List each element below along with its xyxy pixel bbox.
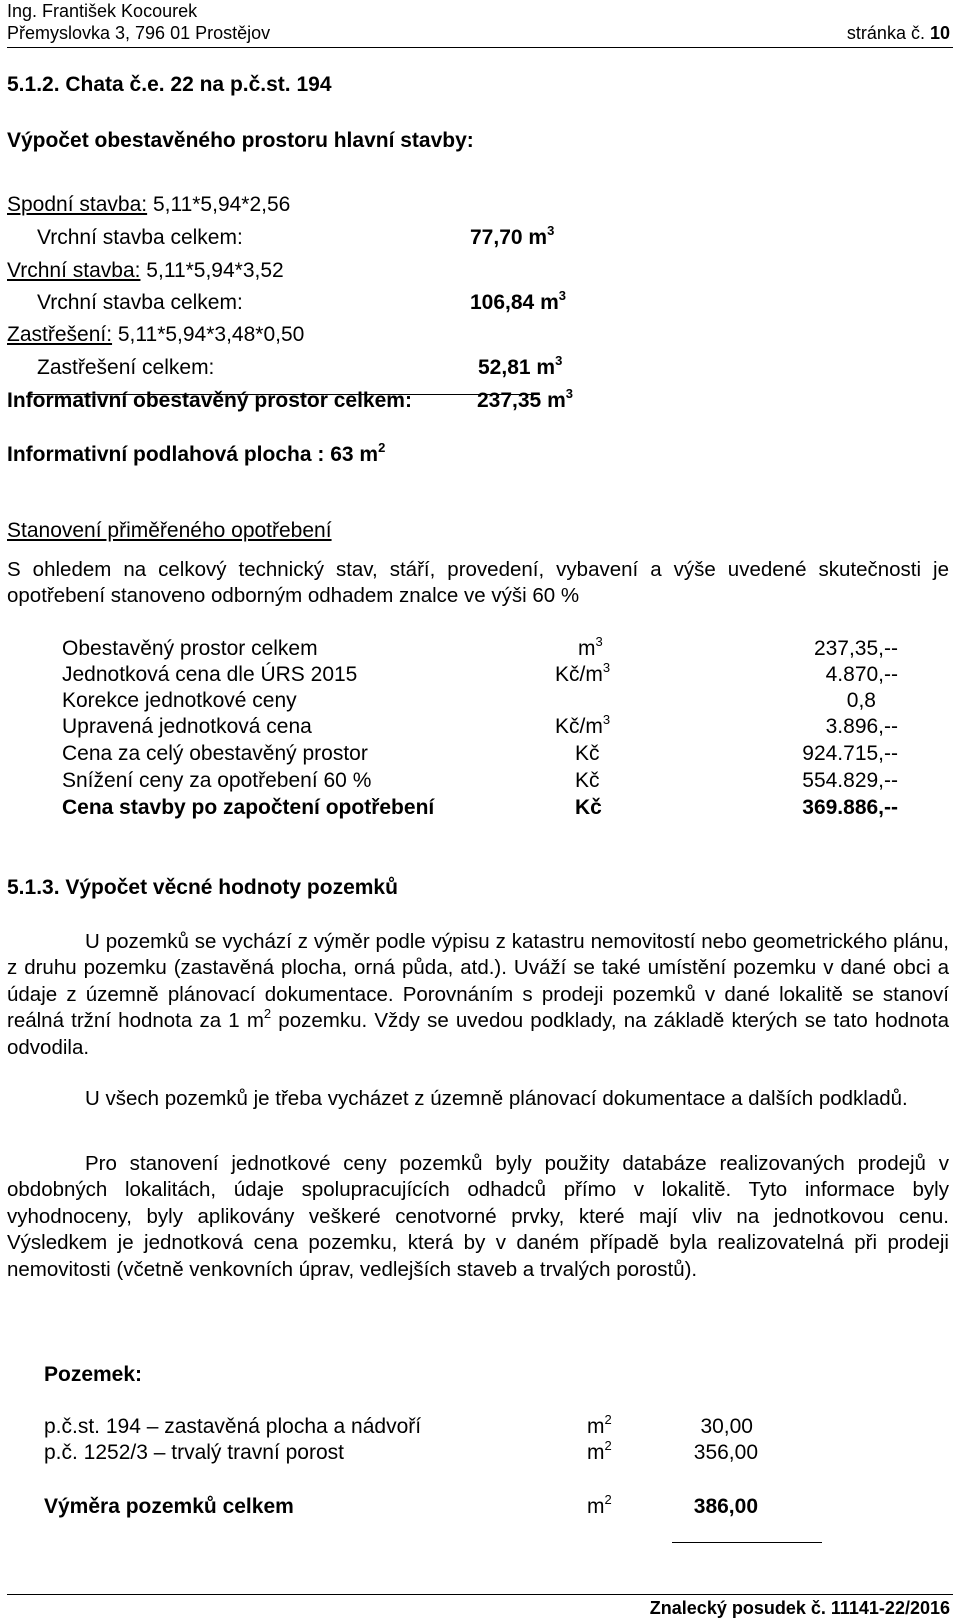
footer-text: Znalecký posudek č. 11141-22/2016: [649, 1598, 950, 1618]
price-value: 4.870,--: [825, 663, 898, 686]
price-value: 924.715,--: [802, 742, 898, 765]
price-label-total: Cena stavby po započtení opotřebení: [62, 796, 435, 819]
price-label: Obestavěný prostor celkem: [62, 637, 318, 660]
land-row-value: 30,00: [700, 1415, 753, 1438]
price-label: Upravená jednotková cena: [62, 715, 312, 738]
land-row-unit: $m^2$: [587, 1438, 612, 1464]
paragraph-1: U pozemků se vychází z výměr podle výpisu z katastru nemovitostí nebo geometrického plánu, z druhu pozemku (zastavěná plocha, orná půda, atd.). Uváží se také umístění pozemku v dané obci a údaje z územně plánovací dokumentace. Porovnáním s prodeji pozemků v dané lokalitě se stanoví reálná tržní hodnota za 1 $m^2$ pozemku. Vždy se uvedou podklady, na základě kterých se tato hodnota odvodila.: [7, 930, 949, 1059]
price-label: Korekce jednotkové ceny: [62, 689, 297, 712]
section-512-title: 5.1.2. Chata č.e. 22 na p.č.st. 194: [7, 73, 332, 96]
calc-total-value: 77,70 $m^3$: [470, 223, 555, 249]
price-unit: Kč: [575, 769, 600, 792]
paragraph-3: Pro stanovení jednotkové ceny pozemků byly použity databáze realizovaných prodejů v obdobných lokalitách, údaje spolupracujících odhadců přímo v lokalitě. Tyto informace byly vyhodnoceny, byly aplikovány veškeré cenotvorné prvky, které mají vliv na jednotkovou cenu. Výsledkem je jednotková cena pozemku, která by v daném případě byla realizovatelná při prodeji nemovitosti (včetně venkovních úprav, vedlejších staveb a trvalých porostů).: [7, 1152, 949, 1281]
calc-total-value: 106,84 $m^3$: [470, 288, 566, 314]
volume-sum-value: 237,35 $m^3$: [477, 386, 573, 412]
price-unit: Kč: [575, 742, 600, 765]
calc-row-roof: Zastřešení: 5,11*5,94*3,48*0,50: [7, 323, 305, 346]
land-total-rule: [672, 1542, 822, 1543]
wear-title: Stanovení přiměřeného opotřebení: [7, 519, 332, 542]
calc-total-value: 52,81 $m^3$: [478, 353, 563, 379]
calc-total-label: Zastřešení celkem:: [37, 356, 215, 379]
author-address: Přemyslovka 3, 796 01 Prostějov: [7, 23, 271, 43]
calc-row-upper: Vrchní stavba: 5,11*5,94*3,52: [7, 259, 284, 282]
page-number: stránka č. 10: [846, 23, 950, 43]
price-label: Snížení ceny za opotřebení 60 %: [62, 769, 372, 792]
land-row-unit: $m^2$: [587, 1412, 612, 1438]
land-row-label: p.č.st. 194 – zastavěná plocha a nádvoří: [44, 1415, 422, 1438]
footer-rule: [7, 1594, 953, 1595]
calc-total-label: Vrchní stavba celkem:: [37, 226, 243, 249]
price-unit: $Kč/m^3$: [555, 660, 611, 686]
price-unit: $m^3$: [578, 634, 603, 660]
price-value: 237,35,--: [813, 637, 898, 660]
wear-paragraph: S ohledem na celkový technický stav, stáří, provedení, vybavení a výše uvedené skutečnosti je opotřebení stanoveno odborným odhadem znalce ve výši 60 %: [7, 558, 949, 608]
price-label: Jednotková cena dle ÚRS 2015: [62, 663, 358, 686]
price-label: Cena za celý obestavěný prostor: [62, 742, 368, 765]
calc-total-label: Vrchní stavba celkem:: [37, 291, 243, 314]
section-513-title: 5.1.3. Výpočet věcné hodnoty pozemků: [7, 876, 398, 899]
price-unit-total: Kč: [575, 796, 602, 819]
price-value: 3.896,--: [825, 715, 898, 738]
land-total-value: 386,00: [693, 1495, 758, 1518]
price-value: 554.829,--: [802, 769, 898, 792]
land-row-label: p.č. 1252/3 – trvalý travní porost: [44, 1441, 344, 1464]
land-total-label: Výměra pozemků celkem: [44, 1495, 294, 1518]
author-name: Ing. František Kocourek: [7, 1, 198, 21]
volume-sum-label: Informativní obestavěný prostor celkem:: [7, 389, 412, 412]
land-title: Pozemek:: [44, 1363, 143, 1386]
land-total-unit: $m^2$: [587, 1492, 612, 1518]
floor-area: Informativní podlahová plocha : 63 $m^2$: [7, 440, 386, 466]
price-value: 0,8: [846, 689, 876, 712]
section-512-subtitle: Výpočet obestavěného prostoru hlavní stavby:: [7, 129, 474, 152]
header-rule: [7, 47, 953, 48]
price-unit: $Kč/m^3$: [555, 712, 611, 738]
land-row-value: 356,00: [693, 1441, 758, 1464]
price-value-total: 369.886,--: [802, 796, 898, 819]
paragraph-2: U všech pozemků je třeba vycházet z územně plánovací dokumentace a dalších podkladů.: [85, 1087, 908, 1110]
calc-row-lower: Spodní stavba: 5,11*5,94*2,56: [7, 193, 291, 216]
